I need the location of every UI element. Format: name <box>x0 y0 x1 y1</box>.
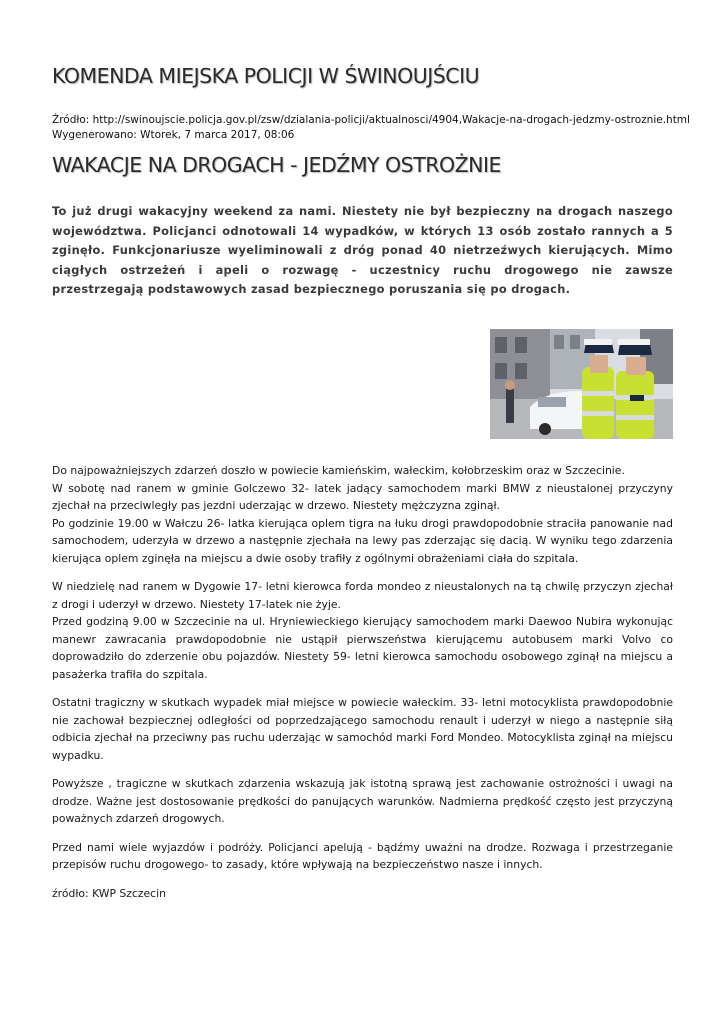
paragraph <box>52 462 673 567</box>
paragraph-line: Do najpoważniejszych zdarzeń doszło w powiecie kamieńskim, wałeckim, kołobrzeskim oraz w Szczecinie. <box>52 464 625 477</box>
generated-date: Wygenerowano: Wtorek, 7 marca 2017, 08:06 <box>52 129 295 141</box>
paragraph-line: Przed godziną 9.00 w Szczecinie na ul. Hryniewieckiego kierujący samochodem marki Daewoo Nubira wykonując manewr zawracania prawdopodobnie nie ustąpił pierwszeństwa kierującemu autobusem marki Volvo co doprowadziło do zderzenie obu pojazdów. Niestety 59- letni kierowca samochodu osobowego zginął na miejscu a pasażerka trafiła do szpitala. <box>52 615 673 681</box>
source-note <box>52 885 673 903</box>
paragraph <box>52 839 673 874</box>
source-url: Źródło: http://swinoujscie.policja.gov.pl/zsw/dzialania-policji/aktualnosci/4904,Wakacje-na-drogach-jedzmy-ostroznie.html <box>52 114 690 126</box>
paragraph-line: Po godzinie 19.00 w Wałczu 26- latka kierująca oplem tigra na łuku drogi prawdopodobnie straciła panowanie nad samochodem, uderzyła w drzewo a następnie zjechała na lewy pas zderzając się dacią. W wyniku tego zdarzenia kierująca oplem zginęła na miejscu a dwie osoby trafiły z ogólnymi obrażeniami ciała do szpitala. <box>52 516 673 565</box>
site-title: KOMENDA MIEJSKA POLICJI W ŚWINOUJŚCIU <box>52 64 480 88</box>
paragraph <box>52 775 673 828</box>
paragraph-line: W sobotę nad ranem w gminie Golczewo 32- latek jadący samochodem marki BMW z nieustalonej przyczyny zjechał na przeciwległy pas jezdni uderzając w drzewo. Niestety mężczyzna zginął. <box>52 481 673 512</box>
paragraph-line: Ostatni tragiczny w skutkach wypadek miał miejsce w powiecie wałeckim. 33- letni motocyklista prawdopodobnie nie zachował bezpiecznej odległości od poprzedzającego samochodu renault i uderzył w niego a następnie siłą odbicia zjechał na przeciwny pas ruchu uderzając w samochód marki Ford Mondeo. Motocyklista zginął na miejscu wypadku. <box>52 696 673 762</box>
paragraph-line: Powyższe , tragiczne w skutkach zdarzenia wskazują jak istotną sprawą jest zachowanie ostrożności i uwagi na drodze. Ważne jest dostosowanie prędkości do panujących warunków. Nadmierna prędkość często jest przyczyną poważnych zdarzeń drogowych. <box>52 777 673 825</box>
source-note-text: źródło: KWP Szczecin <box>52 886 166 900</box>
police-officers-photo <box>490 329 673 439</box>
article-lead: To już drugi wakacyjny weekend za nami. Niestety nie był bezpieczny na drogach naszego województwa. Policjanci odnotowali 14 wypadków, w których 13 osób zostało rannych a 5 zginęło. Funkcjonariusze wyeliminowali z dróg ponad 40 nietrzeźwych kierujących. Mimo ciągłych ostrzeżeń i apeli o rozwagę - uczestnicy ruchu drogowego nie zawsze przestrzegają podstawowych zasad bezpiecznego poruszania się po drogach. <box>52 204 673 296</box>
article-body <box>52 462 673 913</box>
paragraph <box>52 578 673 683</box>
paragraph <box>52 694 673 764</box>
paragraph-line: W niedzielę nad ranem w Dygowie 17- letni kierowca forda mondeo z nieustalonych na tą chwilę przyczyn zjechał z drogi i uderzył w drzewo. Niestety 17-latek nie żyje. <box>52 580 673 611</box>
article-title: WAKACJE NA DROGACH - JEDŹMY OSTROŻNIE <box>52 153 501 177</box>
document-meta <box>52 113 690 143</box>
paragraph-line: Przed nami wiele wyjazdów i podróży. Policjanci apelują - bądźmy uważni na drodze. Rozwaga i przestrzeganie przepisów ruchu drogowego- to zasady, które wpływają na bezpieczeństwo nasze i innych. <box>52 840 673 871</box>
